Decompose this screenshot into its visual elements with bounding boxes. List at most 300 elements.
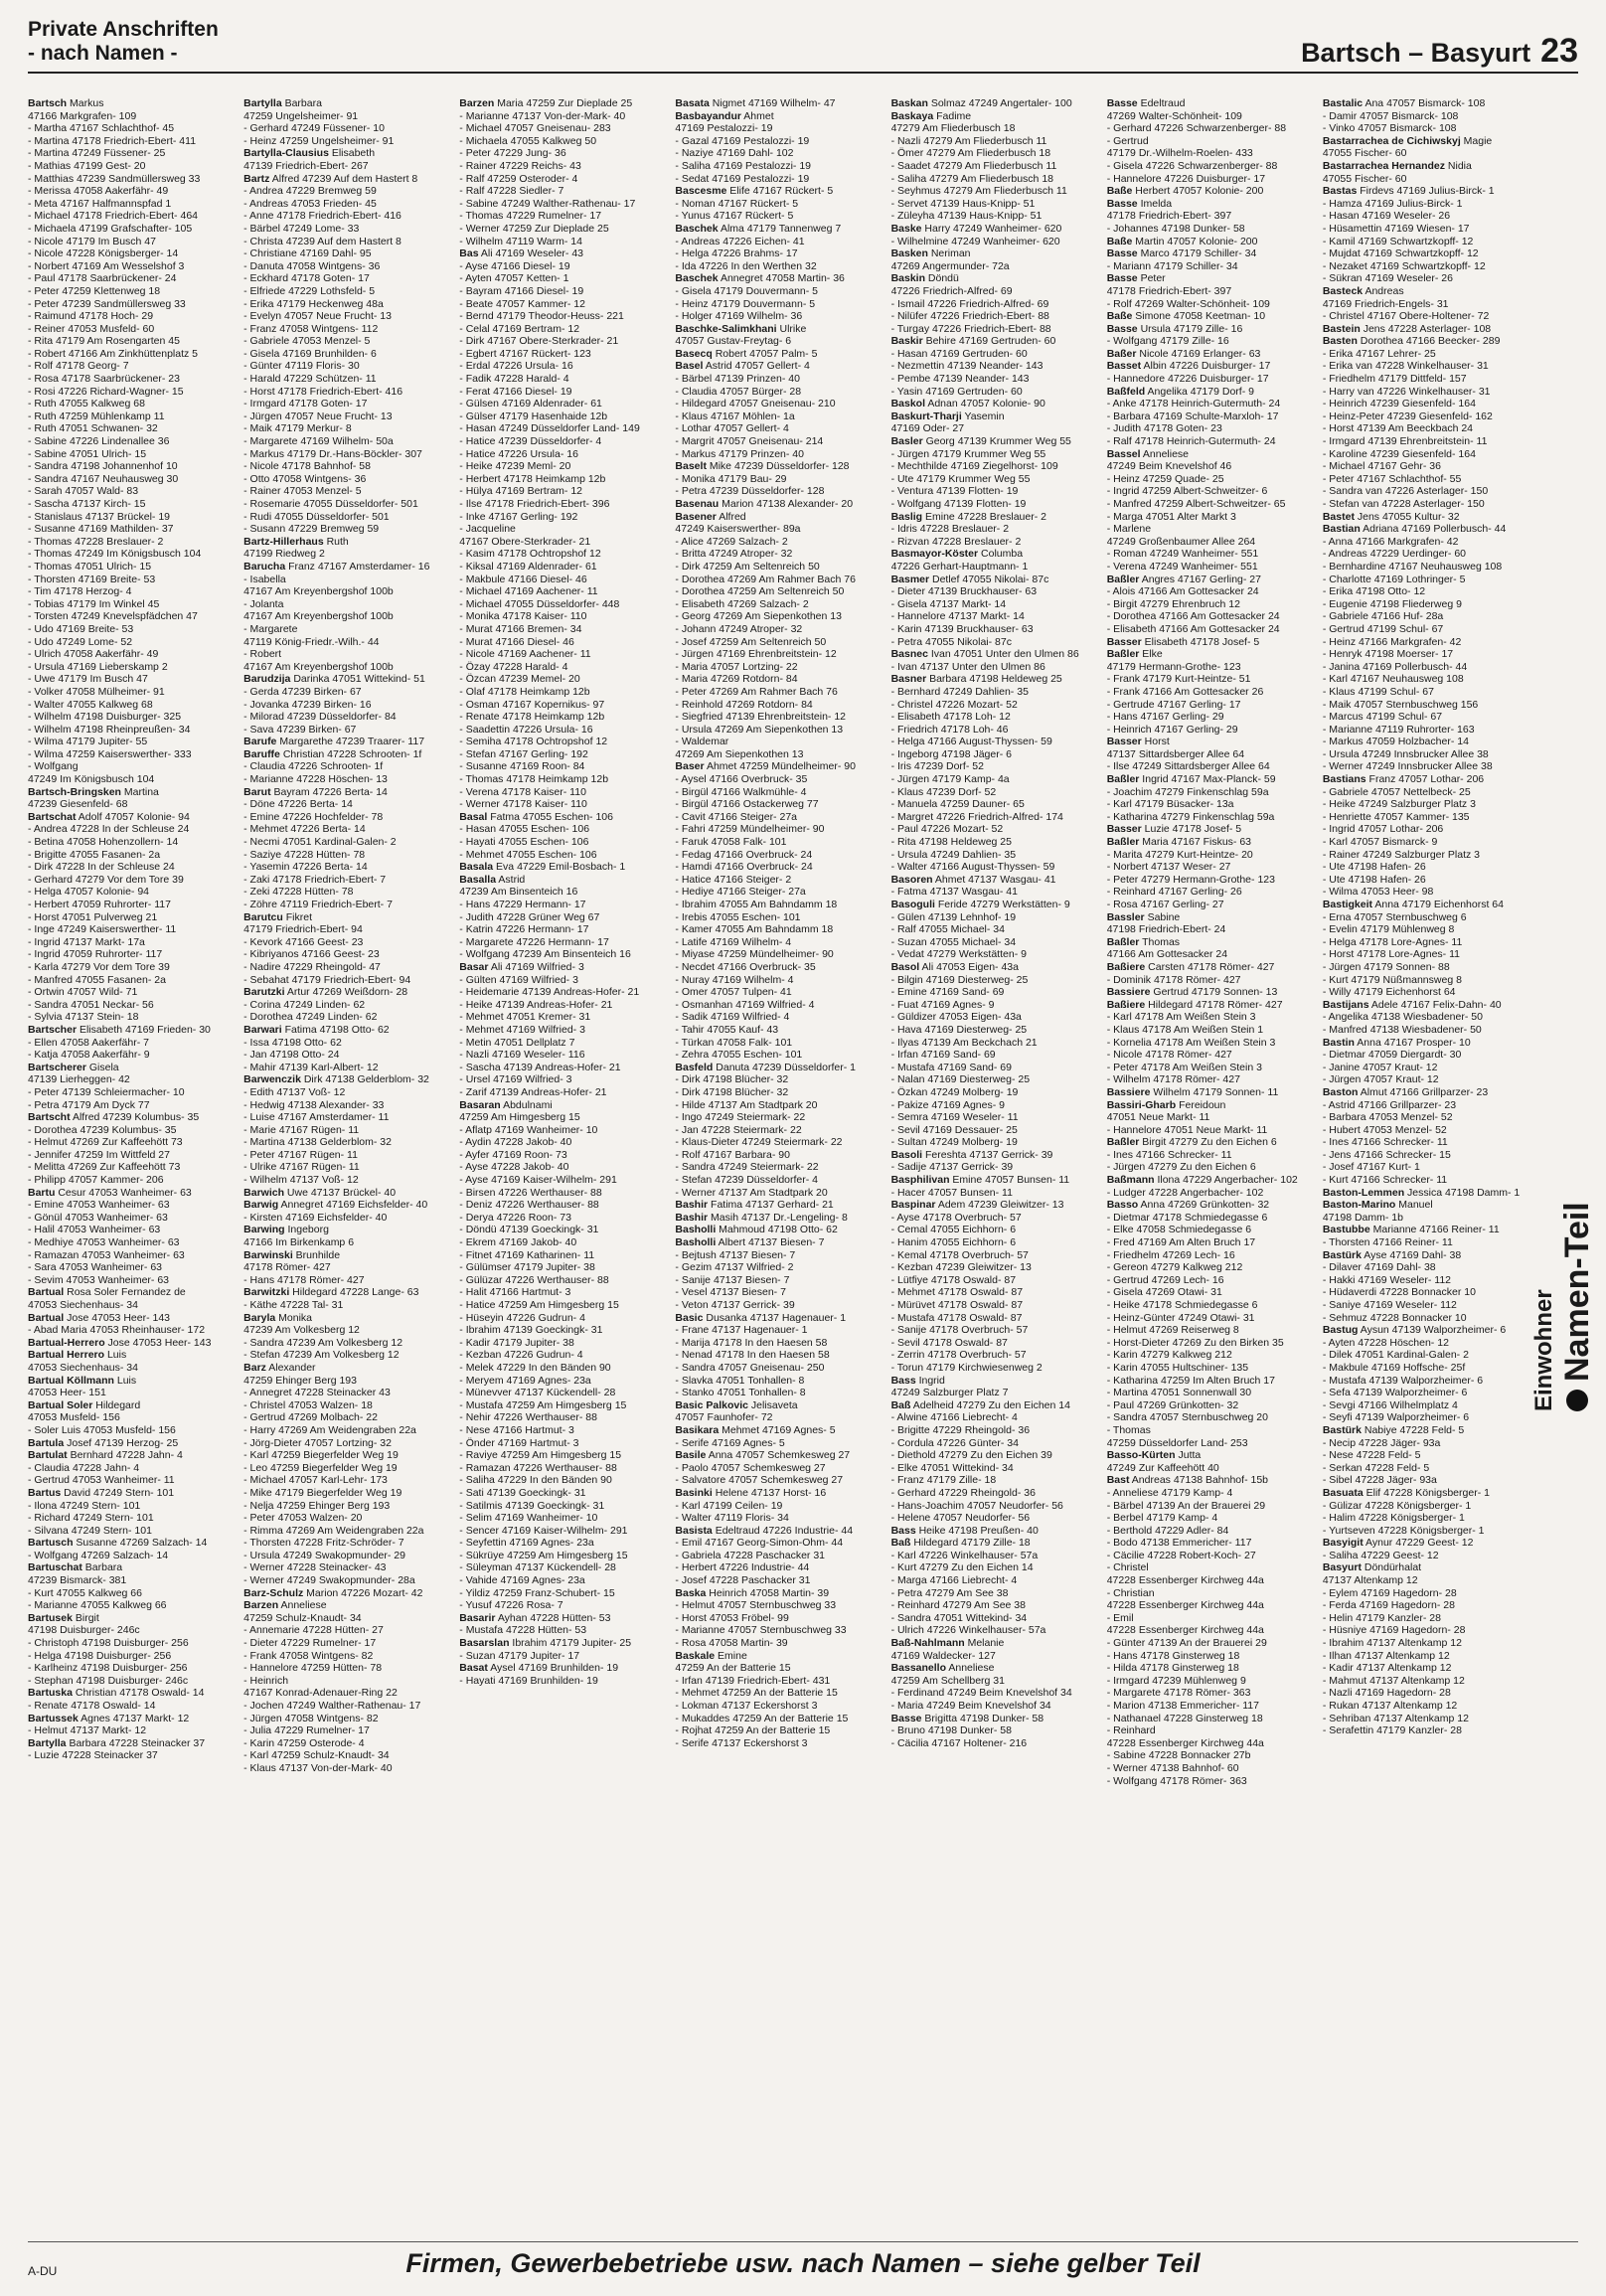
directory-entry (1107, 911, 1313, 924)
entry-text: - Fahri 47259 Mündelheimer- 90 (675, 823, 825, 836)
entry-text: - Wilhelm 47198 Duisburger- 325 (28, 711, 182, 724)
entry-text: - Kevork 47166 Geest- 23 (243, 935, 364, 948)
directory-entry (1323, 711, 1528, 724)
surname: Basteck (1322, 284, 1364, 297)
directory-entry (243, 711, 449, 724)
directory-entry (1107, 1062, 1313, 1074)
entry-text: Firdevs 47169 Julius-Birck- 1 (1357, 185, 1495, 198)
entry-text: 47259 Düsseldorfer Land- 253 (1106, 1436, 1248, 1449)
directory-entry (28, 1099, 234, 1112)
directory-entry (1107, 1199, 1313, 1212)
entry-text: - Faruk 47058 Falk- 101 (675, 836, 787, 849)
entry-text: 47139 Lierheggen- 42 (28, 1073, 130, 1086)
directory-entry (675, 310, 881, 323)
directory-entry (1323, 260, 1528, 273)
entry-text: Adem 47239 Gleiwitzer- 13 (935, 1199, 1064, 1212)
directory-entry (891, 1474, 1097, 1487)
directory-entry (891, 285, 1097, 298)
entry-text: Anna 47167 Prosper- 10 (1354, 1036, 1471, 1049)
directory-entry (675, 536, 881, 549)
entry-text: Melanie (964, 1637, 1005, 1650)
entry-text: - Saliha 47169 Pestalozzi- 19 (675, 159, 812, 172)
directory-entry (1323, 1375, 1528, 1388)
directory-entry (1107, 849, 1313, 862)
directory-entry (459, 435, 665, 448)
directory-entry (1107, 1049, 1313, 1062)
entry-text: Nidia (1444, 159, 1472, 172)
entry-text: - Ralf 47055 Michael- 34 (890, 923, 1005, 936)
entry-text: - Zerrin 47178 Overbruch- 57 (890, 1349, 1027, 1362)
directory-entry (243, 986, 449, 999)
surname: Basarir (459, 1611, 496, 1624)
entry-text: - Sebahat 47179 Friedrich-Ebert- 94 (243, 973, 411, 986)
entry-text: - Pakize 47169 Agnes- 9 (890, 1098, 1005, 1111)
directory-entry (675, 373, 881, 386)
entry-text: - Kezban 47226 Gudrun- 4 (459, 1349, 583, 1362)
directory-entry (891, 1124, 1097, 1137)
entry-text: - Otto 47058 Wintgens- 36 (243, 472, 367, 485)
entry-text: Herbert 47057 Kolonie- 200 (1132, 185, 1264, 198)
surname: Baß (890, 1537, 911, 1550)
entry-text: - Wilhelm 47119 Warm- 14 (459, 235, 582, 247)
directory-entry (675, 636, 881, 649)
entry-text: 47198 Duisburger- 246c (28, 1624, 140, 1637)
entry-text: - Issa 47198 Otto- 62 (243, 1036, 342, 1049)
entry-text: - Martina 47051 Sonnenwall 30 (1106, 1387, 1252, 1399)
directory-entry (891, 1662, 1097, 1675)
directory-entry (459, 1312, 665, 1325)
entry-text: - Thorsten 47169 Breite- 53 (28, 573, 156, 585)
entry-text: - Angelika 47138 Wiesbadener- 50 (1322, 1011, 1483, 1024)
entry-text: - Verena 47249 Wanheimer- 551 (1106, 560, 1258, 573)
directory-entry (1323, 1612, 1528, 1625)
directory-entry (891, 636, 1097, 649)
directory-entry (675, 961, 881, 974)
entry-text: - Herbert 47178 Heimkamp 12b (459, 472, 606, 485)
directory-entry (1107, 198, 1313, 211)
directory-entry (1323, 1624, 1528, 1637)
directory-entry (28, 223, 234, 236)
entry-text: - Murat 47166 Diesel- 46 (459, 635, 574, 648)
entry-text: - Sabine 47051 Ulrich- 15 (28, 447, 147, 460)
entry-text: - Marianne 47055 Kalkweg 66 (28, 1599, 167, 1612)
entry-text: 47259 Ungelsheimer- 91 (243, 109, 359, 122)
directory-entry (1323, 1424, 1528, 1437)
surname: Bassiere (1106, 1085, 1151, 1098)
entry-text: - Birgül 47166 Walkmühle- 4 (675, 785, 807, 798)
entry-text: - Kornelia 47178 Am Weißen Stein 3 (1106, 1036, 1276, 1049)
entry-text: - Diethold 47279 Zu den Eichen 39 (890, 1449, 1052, 1462)
entry-text: - Olaf 47178 Heimkamp 12b (459, 685, 590, 698)
entry-text: 47179 Friedrich-Ebert- 94 (243, 923, 363, 936)
surname: Bartusch (28, 1537, 74, 1550)
directory-entry (1323, 360, 1528, 373)
entry-text: - Michael 47057 Karl-Lehr- 173 (243, 1474, 388, 1487)
entry-text: - Peter 47239 Sandmüllersweg 33 (28, 297, 186, 310)
entry-text: - Thomas 47228 Breslauer- 2 (28, 535, 164, 548)
entry-text: - Annegret 47228 Steinacker 43 (243, 1387, 391, 1399)
directory-entry (1323, 1724, 1528, 1737)
entry-text: 47053 Musfeld- 156 (28, 1411, 120, 1424)
directory-entry (28, 1700, 234, 1713)
directory-entry (675, 1599, 881, 1612)
entry-text: - Hatice 47259 Am Himgesberg 15 (459, 1299, 619, 1311)
directory-entry (891, 673, 1097, 686)
directory-entry (1107, 1537, 1313, 1550)
entry-text: Barbara (281, 97, 322, 109)
entry-text: Luzie 47178 Josef- 5 (1141, 823, 1242, 836)
directory-entry (459, 1525, 665, 1538)
directory-entry (459, 310, 665, 323)
entry-text: - Saadettin 47226 Ursula- 16 (459, 723, 593, 736)
entry-text: - Tobias 47179 Im Winkel 45 (28, 597, 160, 610)
entry-text: Franz 47167 Amsterdamer- 16 (285, 560, 430, 573)
directory-entry (675, 1224, 881, 1236)
entry-text: Birgit (72, 1611, 99, 1624)
directory-entry (1323, 861, 1528, 874)
directory-entry (891, 760, 1097, 773)
surname: Basarslan (459, 1637, 510, 1650)
entry-text: - Ute 47179 Krummer Weg 55 (890, 472, 1031, 485)
directory-entry (1323, 422, 1528, 435)
entry-text: Barbara 47198 Heldeweg 25 (926, 673, 1062, 686)
directory-entry (243, 1411, 449, 1424)
directory-entry (1323, 460, 1528, 473)
directory-entry (1323, 323, 1528, 336)
entry-text: Dusanka 47137 Hagenauer- 1 (703, 1311, 847, 1324)
entry-text: - Hans-Joachim 47057 Neudorfer- 56 (890, 1499, 1063, 1512)
entry-text: - Susanne 47169 Mathilden- 37 (28, 523, 174, 536)
directory-entry (891, 435, 1097, 448)
entry-text: - Edith 47137 Voß- 12 (243, 1085, 346, 1098)
directory-entry (1323, 1037, 1528, 1050)
directory-entry (243, 1749, 449, 1762)
surname: Bastein (1322, 322, 1361, 335)
entry-text: - Ulrich 47058 Aakerfähr- 49 (28, 648, 159, 661)
directory-entry (243, 585, 449, 598)
directory-entry (1323, 1149, 1528, 1162)
entry-text: Imelda (1137, 197, 1173, 210)
entry-text: - Helmut 47057 Sternbuschweg 33 (675, 1599, 837, 1612)
entry-text: - Hannelore 47051 Neue Markt- 11 (1106, 1123, 1268, 1136)
directory-entry (28, 911, 234, 924)
directory-entry (243, 122, 449, 135)
directory-entry (891, 548, 1097, 561)
directory-entry (459, 911, 665, 924)
entry-text: - Gisela 47137 Markt- 14 (890, 597, 1007, 610)
directory-entry (1323, 373, 1528, 386)
entry-text: - Ayse 47169 Kaiser-Wilhelm- 291 (459, 1174, 617, 1187)
directory-entry (243, 1762, 449, 1775)
entry-text: 47137 Sittardsberger Allee 64 (1106, 747, 1245, 760)
entry-text: Anneliese (946, 1662, 995, 1675)
entry-text: - Betina 47058 Hohenzollern- 14 (28, 836, 179, 849)
entry-text: 47179 Hermann-Grothe- 123 (1106, 660, 1241, 673)
directory-entry (1323, 974, 1528, 987)
entry-text: - Isabella (243, 573, 286, 585)
directory-entry (459, 773, 665, 786)
surname: Baskurt-Tharji (890, 410, 962, 422)
entry-text: - Christian (1106, 1586, 1155, 1599)
directory-entry (243, 1500, 449, 1513)
directory-entry (891, 422, 1097, 435)
directory-entry (1107, 1312, 1313, 1325)
directory-entry (675, 1550, 881, 1562)
directory-entry (1107, 1550, 1313, 1562)
entry-text: - Jürgen 47179 Krummer Weg 55 (890, 447, 1046, 460)
directory-entry (243, 210, 449, 223)
directory-entry (675, 1561, 881, 1574)
directory-entry (459, 798, 665, 811)
entry-text: - Hannedore 47226 Duisburger- 17 (1106, 373, 1269, 386)
entry-text: - Mustafa 47259 Am Himgesberg 15 (459, 1398, 627, 1411)
entry-text: - Sevgi 47166 Wilhelmplatz 4 (1322, 1398, 1458, 1411)
entry-text: - Holger 47169 Wilhelm- 36 (675, 310, 803, 323)
directory-entry (1107, 699, 1313, 712)
directory-entry (675, 1700, 881, 1713)
surname: Basar (459, 960, 489, 973)
directory-entry (891, 236, 1097, 248)
directory-entry (28, 110, 234, 123)
entry-text: - Mike 47179 Biegerfelder Weg 19 (243, 1486, 402, 1499)
entry-text: - Nicole 47179 Im Busch 47 (28, 235, 156, 247)
entry-text: - Michael 47178 Friedrich-Ebert- 464 (28, 210, 198, 223)
entry-text: - Sava 47239 Birken- 67 (243, 723, 357, 736)
directory-entry (891, 974, 1097, 987)
entry-text: - Karin 47259 Osterode- 4 (243, 1736, 365, 1749)
entry-text: - Mujdat 47169 Schwartzkopff- 12 (1322, 247, 1479, 260)
entry-text: - Nazli 47169 Hagedorn- 28 (1322, 1687, 1451, 1700)
directory-entry (459, 1274, 665, 1287)
directory-entry (1323, 724, 1528, 737)
entry-text: Yasemin (961, 410, 1005, 422)
directory-entry (1107, 1500, 1313, 1513)
entry-text: - Gertrud 47269 Molbach- 22 (243, 1411, 378, 1424)
entry-text: 47239 Bismarck- 381 (28, 1574, 127, 1587)
entry-text: - Karin 47279 Kalkweg 212 (1106, 1349, 1232, 1362)
entry-text: - Sandra 47239 Am Volkesberg 12 (243, 1336, 403, 1349)
directory-entry (459, 823, 665, 836)
directory-entry (891, 648, 1097, 661)
entry-text: Jutta (1175, 1449, 1202, 1462)
entry-text: - Andrea 47228 In der Schleuse 24 (28, 823, 190, 836)
entry-text: - Horst 47178 Friedrich-Ebert- 416 (243, 385, 403, 398)
section-title-line2: - nach Namen - (28, 42, 178, 65)
entry-text: - Kamer 47055 Am Bahndamm 18 (675, 923, 834, 936)
surname: Barwich (243, 1186, 284, 1199)
surname: Barucha (243, 560, 286, 573)
surname: Baße (1106, 310, 1133, 323)
entry-text: - Helmut 47137 Markt- 12 (28, 1724, 147, 1737)
directory-entry (891, 886, 1097, 899)
directory-entry (675, 97, 881, 110)
entry-text: Adelheid 47279 Zu den Eichen 14 (910, 1398, 1070, 1411)
entry-text: - Gabriele 47053 Menzel- 5 (243, 335, 371, 348)
entry-text: - Evelin 47179 Mühlenweg 8 (1322, 923, 1455, 936)
directory-entry (243, 1136, 449, 1149)
directory-entry (459, 899, 665, 911)
directory-entry (1323, 498, 1528, 511)
entry-text: - Sedat 47169 Pestalozzi- 19 (675, 172, 810, 185)
directory-entry (243, 811, 449, 824)
entry-text: - Karla 47279 Vor dem Tore 39 (28, 960, 170, 973)
directory-entry (243, 748, 449, 761)
directory-entry (1323, 236, 1528, 248)
directory-entry (28, 348, 234, 361)
directory-entry (243, 1337, 449, 1350)
directory-column (1323, 97, 1528, 2185)
entry-text: - Dirk 47167 Obere-Sterkrader- 21 (459, 335, 619, 348)
directory-entry (1107, 1212, 1313, 1225)
directory-entry (459, 610, 665, 623)
surname: Barwinski (243, 1248, 293, 1261)
entry-text: 47249 Salzburger Platz 7 (890, 1387, 1009, 1399)
entry-text: - Christiane 47169 Dahl- 95 (243, 247, 372, 260)
entry-text: - Margarete 47178 Römer- 363 (1106, 1687, 1251, 1700)
surname: Basse (1106, 97, 1138, 109)
directory-entry (459, 1349, 665, 1362)
directory-entry (1107, 1587, 1313, 1600)
directory-entry (459, 836, 665, 849)
entry-text: - Gereon 47279 Kalkweg 212 (1106, 1261, 1243, 1274)
entry-text: 47239 Am Volkesberg 12 (243, 1324, 360, 1337)
surname: Basse (1106, 247, 1138, 260)
entry-text: - Hannelore 47226 Duisburger- 17 (1106, 172, 1266, 185)
directory-entry (891, 811, 1097, 824)
directory-entry (1323, 748, 1528, 761)
entry-text: - Ida 47226 In den Werthen 32 (675, 259, 817, 272)
directory-entry (675, 699, 881, 712)
entry-text: - Wilhelm 47198 Rheinpreußen- 34 (28, 723, 191, 736)
entry-text: - Ortwin 47057 Wild- 71 (28, 986, 138, 999)
directory-entry (28, 798, 234, 811)
entry-text: Bernhard 47228 Jahn- 4 (67, 1449, 183, 1462)
directory-entry (1107, 1512, 1313, 1525)
directory-entry (1107, 1337, 1313, 1350)
entry-text: - Leo 47259 Biegerfelder Weg 19 (243, 1461, 398, 1474)
directory-entry (1323, 1261, 1528, 1274)
directory-entry (891, 661, 1097, 674)
entry-text: Elke (1139, 648, 1163, 661)
entry-text: 47198 Friedrich-Ebert- 24 (1106, 923, 1226, 936)
entry-text: - Volker 47058 Mülheimer- 91 (28, 685, 165, 698)
entry-text: - Ilse 47249 Sittardsberger Allee 64 (1106, 760, 1270, 773)
surname: Baske (890, 222, 922, 235)
entry-text: Rosa Soler Fernandez de (64, 1286, 186, 1299)
entry-text: - Marion 47138 Emmericher- 117 (1106, 1700, 1259, 1712)
entry-text: - Osmanhan 47169 Wilfried- 4 (675, 998, 815, 1011)
directory-entry (1107, 836, 1313, 849)
entry-text: - Erika 47179 Heckenweg 48a (243, 297, 384, 310)
directory-entry (243, 1161, 449, 1174)
entry-text: - Karoline 47239 Giesenfeld- 164 (1322, 447, 1476, 460)
directory-entry (459, 623, 665, 636)
directory-entry (28, 974, 234, 987)
entry-text: - Yunus 47167 Rückert- 5 (675, 210, 794, 223)
entry-text: Ivan 47051 Unter den Ulmen 86 (927, 648, 1079, 661)
entry-text: 47228 Essenberger Kirchweg 44a (1106, 1599, 1264, 1612)
directory-entry (1107, 974, 1313, 987)
entry-text: - Alwine 47166 Liebrecht- 4 (890, 1411, 1018, 1424)
entry-text: - Werner 47137 Am Stadtpark 20 (675, 1186, 828, 1199)
entry-text: - Erika van 47228 Winkelhauser- 31 (1322, 360, 1489, 373)
directory-entry (459, 498, 665, 511)
directory-entry (1107, 1286, 1313, 1299)
entry-text: Detlef 47055 Nikolai- 87c (929, 573, 1049, 585)
directory-entry (28, 1149, 234, 1162)
directory-entry (1323, 874, 1528, 887)
entry-text: - Erna 47057 Sternbuschweg 6 (1322, 910, 1467, 923)
entry-text: - Berbel 47179 Kamp- 4 (1106, 1512, 1218, 1525)
surname: Baß-Nahlmann (890, 1637, 965, 1650)
entry-text: - Harry 47269 Am Weidengraben 22a (243, 1423, 416, 1436)
surname: Basse (890, 1712, 922, 1724)
entry-text: Monika (275, 1311, 313, 1324)
directory-entry (1323, 1675, 1528, 1688)
entry-text: - Dilaver 47169 Dahl- 38 (1322, 1261, 1436, 1274)
directory-entry (1323, 1650, 1528, 1663)
entry-text: - Ingrid 47057 Lothar- 206 (1322, 823, 1444, 836)
directory-entry (243, 422, 449, 435)
entry-text: - Hüsniye 47169 Hagedorn- 28 (1322, 1624, 1466, 1637)
entry-text: - Renate 47178 Heimkamp 12b (459, 711, 605, 724)
entry-text: Fikret (282, 910, 312, 923)
entry-text: - Renate 47178 Oswald- 14 (28, 1700, 156, 1712)
directory-entry (891, 686, 1097, 699)
directory-entry (243, 1274, 449, 1287)
entry-text: - Süleyman 47137 Kückendell- 28 (459, 1561, 616, 1574)
surname: Bastians (1322, 773, 1366, 786)
entry-text: - Christel 47053 Walzen- 18 (243, 1398, 373, 1411)
surname: Barz (243, 1361, 266, 1374)
directory-entry (1323, 1337, 1528, 1350)
entry-text: Ana 47057 Bismarck- 108 (1363, 97, 1486, 109)
directory-entry (28, 236, 234, 248)
entry-text: - Yasemin 47226 Berta- 14 (243, 861, 368, 874)
entry-text: - Klaus 47199 Schul- 67 (1322, 685, 1434, 698)
surname: Baska (675, 1586, 707, 1599)
entry-text: - Seyfi 47139 Walporzheimer- 6 (1322, 1411, 1470, 1424)
entry-text: - Saziye 47228 Hütten- 78 (243, 848, 366, 861)
entry-text: - Rainer 47229 Reichs- 43 (459, 159, 581, 172)
directory-entry (675, 574, 881, 586)
entry-text: - Sehmuz 47228 Bonnacker 10 (1322, 1311, 1467, 1324)
entry-text: 47166 Im Birkenkamp 6 (243, 1236, 355, 1249)
surname: Bastug (1322, 1324, 1359, 1337)
entry-text: - Ute 47198 Hafen- 26 (1322, 873, 1426, 886)
directory-entry (1323, 648, 1528, 661)
directory-entry (891, 836, 1097, 849)
entry-text: - Ingrid 47059 Ruhrorter- 117 (28, 948, 163, 961)
entry-text: - Luise 47167 Amsterdamer- 11 (243, 1111, 390, 1124)
surname: Bartylla-Clausius (243, 147, 329, 160)
entry-text: - Margarete 47226 Hermann- 17 (459, 935, 609, 948)
entry-text: - Gülümser 47179 Jupiter- 38 (459, 1261, 595, 1274)
entry-text: Ilona 47229 Angerbacher- 102 (1154, 1174, 1298, 1187)
entry-text: Franz 47057 Lothar- 206 (1365, 773, 1485, 786)
directory-entry (1323, 185, 1528, 198)
entry-text: Ali 47169 Weseler- 43 (478, 247, 583, 260)
directory-columns (28, 97, 1528, 2185)
directory-entry (243, 548, 449, 561)
directory-entry (1323, 836, 1528, 849)
directory-entry (1323, 574, 1528, 586)
directory-entry (243, 673, 449, 686)
entry-text: Fatma 47055 Eschen- 106 (487, 810, 613, 823)
entry-text: - Saliha 47229 Geest- 12 (1322, 1549, 1439, 1561)
entry-text: Behire 47169 Gertruden- 60 (922, 335, 1056, 348)
directory-entry (891, 398, 1097, 410)
